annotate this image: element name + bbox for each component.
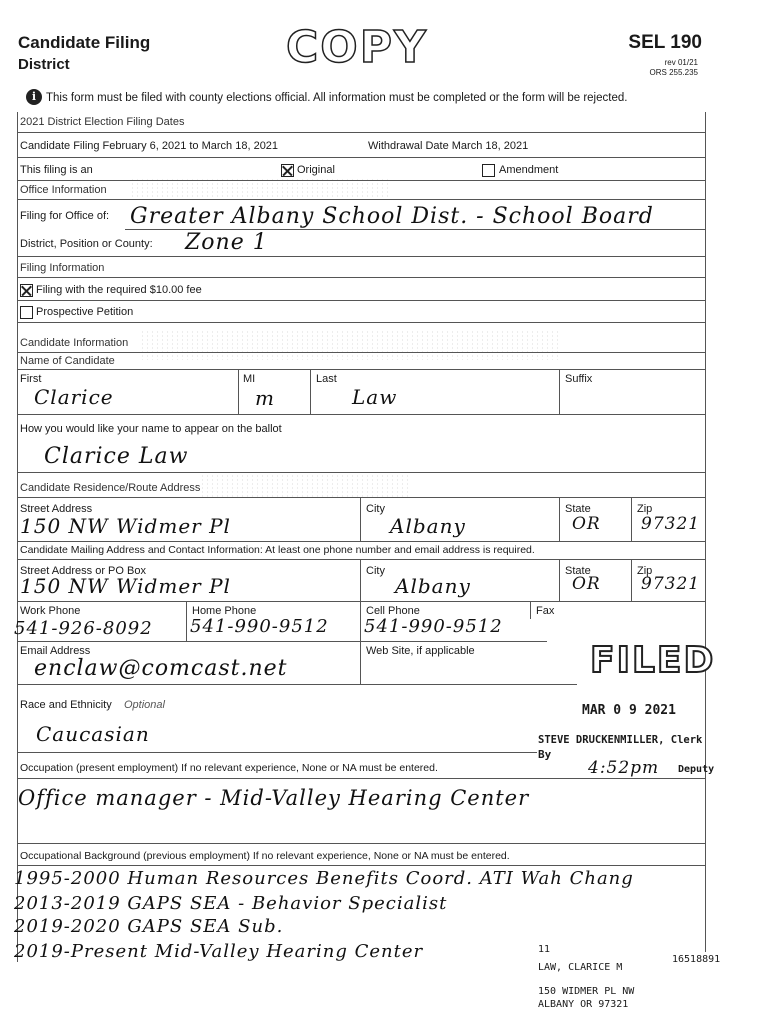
fax-label: Fax <box>536 605 555 617</box>
home-phone-label: Home Phone <box>192 605 257 617</box>
filed-clerk: STEVE DRUCKENMILLER, Clerk <box>538 734 703 746</box>
race-value[interactable]: Caucasian <box>36 722 150 746</box>
residence-city-value[interactable]: Albany <box>390 514 466 538</box>
form-title: Candidate Filing <box>18 33 151 52</box>
name-section-title: Name of Candidate <box>20 355 115 367</box>
mailing-city-label: City <box>366 565 385 577</box>
divider <box>530 601 531 619</box>
filed-deputy: Deputy <box>678 764 715 775</box>
form-code: SEL 190 <box>628 32 702 53</box>
divider <box>17 641 547 642</box>
race-optional: Optional <box>124 699 165 711</box>
filing-section-title: Filing Information <box>20 262 105 274</box>
residence-city-label: City <box>366 503 385 515</box>
work-phone-value[interactable]: 541-926-8092 <box>14 618 153 639</box>
petition-checkbox[interactable] <box>20 306 33 319</box>
scan-noise <box>200 474 410 498</box>
email-label: Email Address <box>20 645 91 657</box>
divider <box>17 300 705 301</box>
dates-section-title: 2021 District Election Filing Dates <box>20 116 185 128</box>
divider <box>17 352 705 353</box>
background-line[interactable]: 2019-2020 GAPS SEA Sub. <box>14 916 284 937</box>
notice-text: This form must be filed with county elections official. All information must be completed or the form will be rejected. <box>46 92 628 104</box>
label-address-line2: ALBANY OR 97321 <box>538 999 629 1010</box>
ballot-name-label: How you would like your name to appear on the ballot <box>20 423 282 435</box>
mi-label: MI <box>243 373 256 385</box>
mailing-street-label: Street Address or PO Box <box>20 565 146 577</box>
divider <box>17 843 705 844</box>
last-name-label: Last <box>316 373 337 385</box>
divider <box>631 559 632 601</box>
office-label: Filing for Office of: <box>20 210 110 222</box>
home-phone-value[interactable]: 541-990-9512 <box>190 616 329 637</box>
form-statute: ORS 255.235 <box>649 68 698 77</box>
mailing-street-value[interactable]: 150 NW Widmer Pl <box>20 574 231 598</box>
divider <box>17 132 705 133</box>
divider <box>17 472 705 473</box>
divider <box>631 497 632 541</box>
divider <box>186 601 187 641</box>
background-line[interactable]: 1995-2000 Human Resources Benefits Coord. ATI Wah Chang <box>14 868 634 889</box>
divider <box>17 601 705 602</box>
divider <box>360 601 361 641</box>
district-label: District, Position or County: <box>20 238 153 250</box>
filed-by: By <box>538 748 552 761</box>
original-label: Original <box>297 164 335 176</box>
info-icon: i <box>26 89 42 105</box>
divider <box>17 256 705 257</box>
divider <box>17 778 705 779</box>
background-line[interactable]: 2019-Present Mid-Valley Hearing Center <box>14 941 424 962</box>
residence-section-title: Candidate Residence/Route Address <box>20 482 201 494</box>
background-label: Occupational Background (previous employment) If no relevant experience, None or NA must be entered. <box>20 850 510 862</box>
candidate-section-title: Candidate Information <box>20 337 129 349</box>
candidate-filing-dates: Candidate Filing February 6, 2021 to March 18, 2021 <box>20 140 279 152</box>
label-id: 16518891 <box>672 954 721 965</box>
mi-value[interactable]: m <box>255 386 275 410</box>
fee-checkbox[interactable] <box>20 284 33 297</box>
office-section-title: Office Information <box>20 184 107 196</box>
divider <box>238 369 239 414</box>
cell-phone-label: Cell Phone <box>366 605 420 617</box>
divider <box>17 497 705 498</box>
frame-left <box>17 112 18 962</box>
residence-zip-label: Zip <box>637 503 653 515</box>
divider <box>559 369 560 414</box>
label-address-line1: 150 WIDMER PL NW <box>538 986 635 997</box>
label-name: LAW, CLARICE M <box>538 962 623 973</box>
cell-phone-value[interactable]: 541-990-9512 <box>364 616 503 637</box>
filed-date: MAR 0 9 2021 <box>582 703 676 718</box>
residence-street-label: Street Address <box>20 503 93 515</box>
divider <box>17 414 705 415</box>
suffix-label: Suffix <box>565 373 593 385</box>
label-number: 11 <box>538 944 551 955</box>
filed-stamp: FILED <box>590 640 716 681</box>
mailing-zip-value[interactable]: 97321 <box>641 574 701 594</box>
divider <box>17 277 705 278</box>
withdrawal-date: Withdrawal Date March 18, 2021 <box>368 140 529 152</box>
mailing-city-value[interactable]: Albany <box>395 574 471 598</box>
divider <box>17 684 577 685</box>
divider <box>17 322 705 323</box>
divider <box>17 157 705 158</box>
divider <box>17 559 705 560</box>
divider <box>360 559 361 601</box>
mailing-section-title: Candidate Mailing Address and Contact Information: At least one phone number and email address is required. <box>20 544 535 556</box>
mailing-zip-label: Zip <box>637 565 653 577</box>
residence-state-label: State <box>565 503 591 515</box>
race-label: Race and Ethnicity <box>20 699 112 711</box>
work-phone-label: Work Phone <box>20 605 81 617</box>
divider <box>17 369 705 370</box>
amendment-checkbox[interactable] <box>482 164 495 177</box>
form-revision: rev 01/21 <box>664 58 698 67</box>
divider <box>17 752 537 753</box>
occupation-label: Occupation (present employment) If no relevant experience, None or NA must be entered. <box>20 762 438 774</box>
divider <box>559 497 560 541</box>
residence-zip-value[interactable]: 97321 <box>641 514 701 534</box>
frame-right <box>705 112 706 952</box>
filed-time: 4:52pm <box>588 758 660 778</box>
mailing-state-label: State <box>565 565 591 577</box>
divider <box>360 497 361 541</box>
last-name-value[interactable]: Law <box>352 385 398 409</box>
divider <box>17 180 705 181</box>
divider <box>17 199 705 200</box>
office-value[interactable]: Greater Albany School Dist. - School Board <box>130 204 654 229</box>
filing-type-label: This filing is an <box>20 164 93 176</box>
fee-label: Filing with the required $10.00 fee <box>36 284 202 296</box>
residence-state-value[interactable]: OR <box>572 514 601 534</box>
amendment-label: Amendment <box>499 164 559 176</box>
scan-noise <box>130 178 390 200</box>
ballot-name-value[interactable]: Clarice Law <box>44 444 189 469</box>
divider <box>310 369 311 414</box>
district-value[interactable]: Zone 1 <box>185 230 268 255</box>
divider <box>17 541 705 542</box>
email-value[interactable]: enclaw@comcast.net <box>34 656 288 681</box>
divider <box>559 559 560 601</box>
background-line[interactable]: 2013-2019 GAPS SEA - Behavior Specialist <box>14 893 448 914</box>
original-checkbox[interactable] <box>281 164 294 177</box>
first-name-value[interactable]: Clarice <box>34 385 114 409</box>
first-name-label: First <box>20 373 42 385</box>
petition-label: Prospective Petition <box>36 306 134 318</box>
mailing-state-value[interactable]: OR <box>572 574 601 594</box>
scan-noise <box>140 330 560 360</box>
residence-street-value[interactable]: 150 NW Widmer Pl <box>20 514 231 538</box>
form-subtitle: District <box>18 56 70 73</box>
website-label: Web Site, if applicable <box>366 645 475 657</box>
divider <box>360 641 361 684</box>
copy-stamp: COPY <box>286 22 428 73</box>
divider <box>17 865 705 866</box>
occupation-value[interactable]: Office manager - Mid-Valley Hearing Center <box>18 786 530 810</box>
